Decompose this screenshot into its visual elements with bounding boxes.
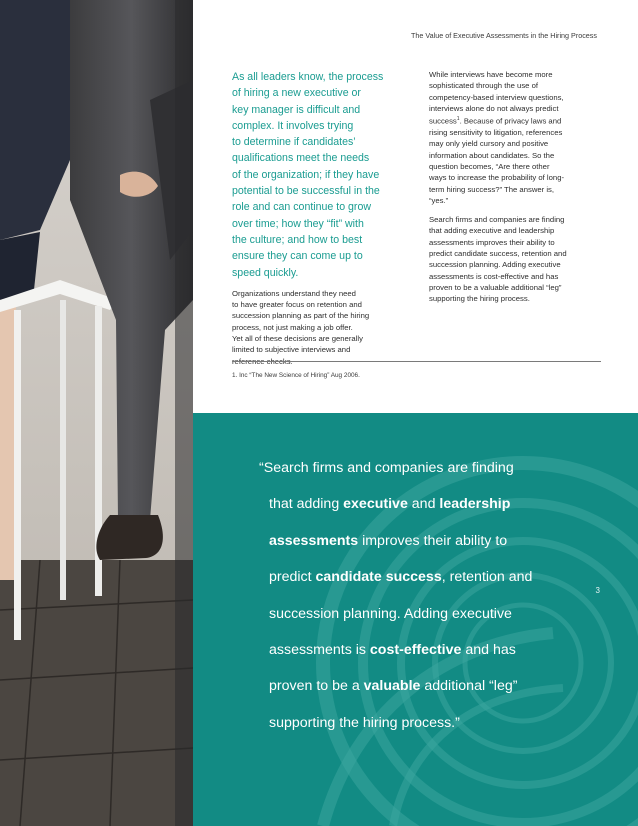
body-line: question becomes, “Are there other [429,161,550,171]
quote-line [259,486,619,522]
quote-line [259,668,619,704]
quote-line [259,632,619,668]
body-line: assessments is cost-effective and has [429,271,559,281]
lead-paragraph [232,69,410,281]
lead-line: of hiring a new executive or [232,87,361,100]
intro-body-paragraph [232,288,410,367]
body-line: While interviews have become more [429,70,553,79]
quote-text: that adding [269,496,344,513]
body-line: Yet all of these decisions are generally [232,334,363,344]
lead-line: to determine if candidates’ [232,136,356,149]
pull-quote [259,450,619,741]
body-line: to have greater focus on retention and [232,300,362,310]
interviews-paragraph [429,69,601,206]
body-line: supporting the hiring process. [429,294,530,304]
body-line: Organizations understand they need [232,288,356,298]
quote-text: assessments is [269,642,370,659]
body-line: proven to be a valuable additional “leg” [429,282,562,292]
body-line: rising sensitivity to litigation, references [429,128,563,138]
quote-line [259,450,619,486]
search-firms-paragraph [429,214,601,304]
quote-text: , retention and [441,569,533,586]
page-number: 3 [595,586,600,595]
quote-line [259,705,619,741]
quote-line [259,596,619,632]
lead-line: over time; how they “fit” with [232,217,364,230]
lead-line: As all leaders know, the process [232,71,384,83]
lead-line: qualifications meet the needs [232,152,370,165]
quote-emphasis: executive [343,496,408,513]
lead-line: the culture; and how to best [232,233,363,246]
quote-emphasis: assessments [269,532,359,549]
body-line: reference checks. [232,356,293,366]
quote-emphasis: candidate success [315,569,442,586]
footnote-marker: 1 [456,116,460,123]
lead-line: complex. It involves trying [232,119,354,132]
body-line: predict candidate success, retention and [429,249,567,259]
quote-line [259,559,619,595]
lead-line: speed quickly. [232,266,299,279]
quote-emphasis: leadership [439,496,511,513]
lead-line: of the organization; if they have [232,168,380,181]
lead-line: key manager is difficult and [232,103,361,116]
quote-text: “Search firms and companies are finding [259,460,514,476]
body-line: interviews alone do not always predict [429,103,559,113]
quote-text: proven to be a [269,678,364,695]
quote-emphasis: cost-effective [369,642,462,659]
body-line: succession planning. Adding executive [429,260,561,270]
body-line: process, not just making a job offer. [232,322,353,332]
body-line: success [429,116,457,126]
quote-text: and has [461,642,516,659]
body-line: that adding executive and leadership [429,226,555,236]
cover-photo [0,0,193,826]
lead-line: ensure they can come up to [232,250,363,263]
quote-line [259,523,619,559]
body-line: ways to increase the probability of long- [429,173,565,183]
body-line: assessments improves their ability to [429,237,555,247]
body-line: . Because of privacy laws and [459,116,562,126]
quote-text: and [407,496,440,513]
body-line: information about candidates. So the [429,150,555,160]
photo-illustration [0,0,193,826]
quote-text: succession planning. Adding executive [269,605,512,622]
body-line: limited to subjective interviews and [232,345,351,355]
quote-text: predict [269,569,316,586]
quote-text: improves their ability to [358,532,508,549]
quote-emphasis: valuable [363,678,421,695]
footnote-divider [232,361,601,362]
lead-line: role and can continue to grow [232,201,371,214]
quote-text: supporting the hiring process.” [269,714,460,731]
body-line: competency-based interview questions, [429,92,564,102]
body-line: succession planning as part of the hiring [232,311,370,321]
intro-column [232,69,410,367]
pull-quote-panel [193,413,638,826]
footnote: 1. Inc “The New Science of Hiring” Aug 2006. [232,372,360,379]
body-line: sophisticated through the use of [429,81,538,91]
body-line: term hiring success?” The answer is, [429,184,555,194]
right-column [429,69,601,313]
running-header: The Value of Executive Assessments in the Hiring Process [410,31,597,40]
quote-text: additional “leg” [420,678,518,695]
lead-line: potential to be successful in the [232,185,380,198]
body-line: “yes.” [429,195,449,205]
body-line: may only yield cursory and positive [429,139,549,149]
body-line: Search firms and companies are finding [429,215,565,225]
